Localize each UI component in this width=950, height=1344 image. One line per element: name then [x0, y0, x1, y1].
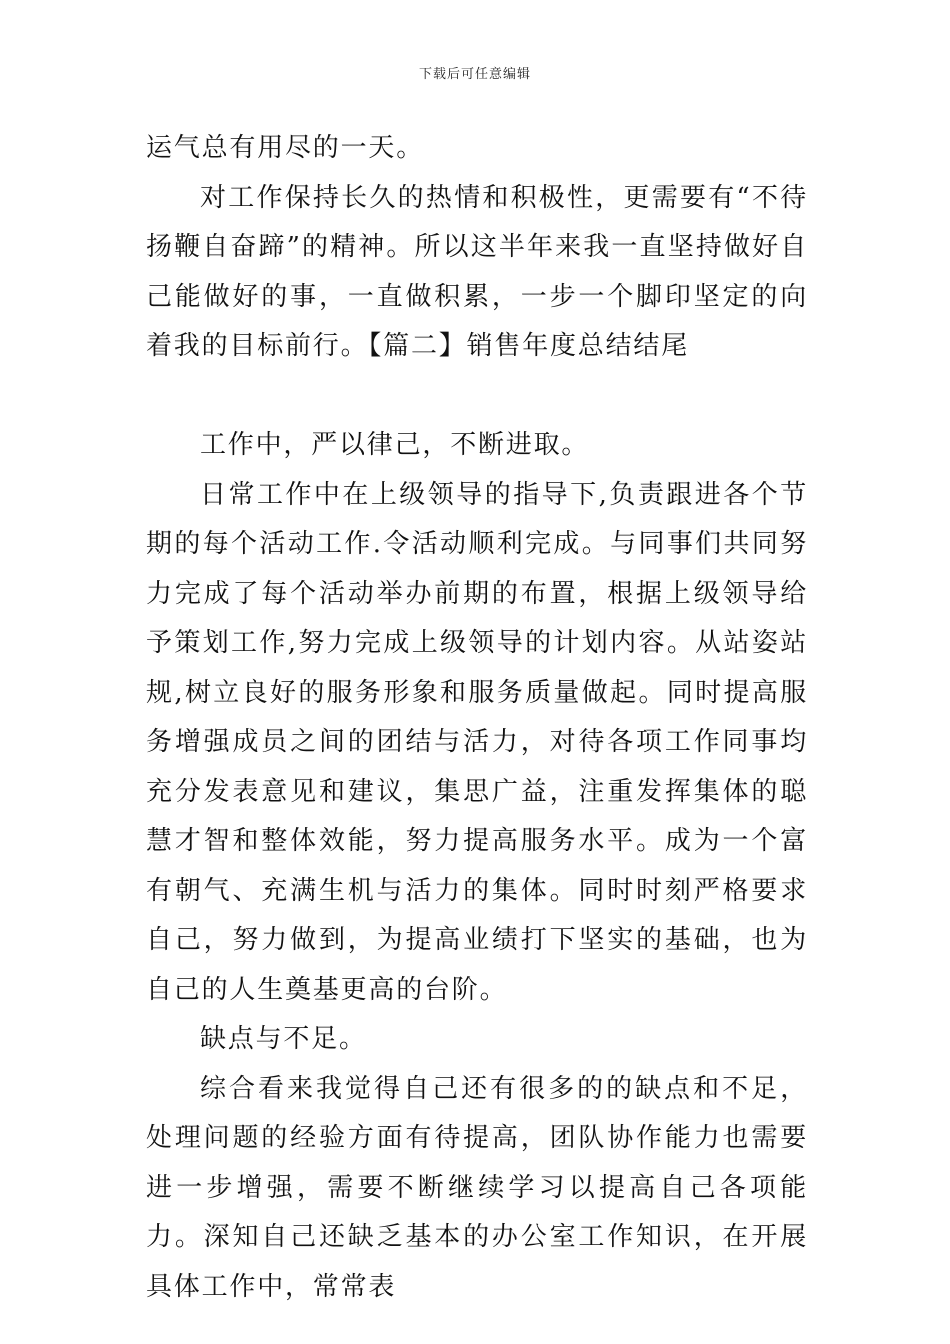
paragraph-daily-work: 日常工作中在上级领导的指导下,负责跟进各个节期的每个活动工作.令活动顺利完成。与同事们共同努力完成了每个活动举办前期的布置，根据上级领导给予策划工作,努力完成上级领导的计划内容。从站姿站规,树立良好的服务形象和服务质量做起。同时提高服务增强成员之间的团结与活力，对待各项工作同事均充分发表意见和建议，集思广益，注重发挥集体的聪慧才智和整体效能，努力提高服务水平。成为一个富有朝气、充满生机与活力的集体。同时时刻严格要求自己，努力做到，为提高业绩打下坚实的基础，也为自己的人生奠基更高的台阶。 [146, 479, 808, 1005]
document-body [146, 124, 808, 1312]
paragraph-spacer [146, 372, 808, 422]
paragraph-shortcomings-heading: 缺点与不足。 [200, 1024, 367, 1054]
page-header-note: 下载后可任意编辑 [418, 67, 531, 82]
paragraph-work-passion: 对工作保持长久的热情和积极性，更需要有“不待扬鞭自奋蹄”的精神。所以这半年来我一直坚持做好自己能做好的事，一直做积累，一步一个脚印坚定的向着我的目标前行。【篇二】销售年度总结结尾 [146, 182, 808, 361]
paragraph-self-discipline: 工作中，严以律己，不断进取。 [200, 430, 590, 460]
paragraph-continuation: 运气总有用尽的一天。 [146, 133, 425, 163]
paragraph-shortcomings-detail: 综合看来我觉得自己还有很多的的缺点和不足，处理问题的经验方面有待提高，团队协作能力也需要进一步增强，需要不断继续学习以提高自己各项能力。深知自己还缺乏基本的办公室工作知识，在开展具体工作中，常常表 [146, 1073, 808, 1302]
